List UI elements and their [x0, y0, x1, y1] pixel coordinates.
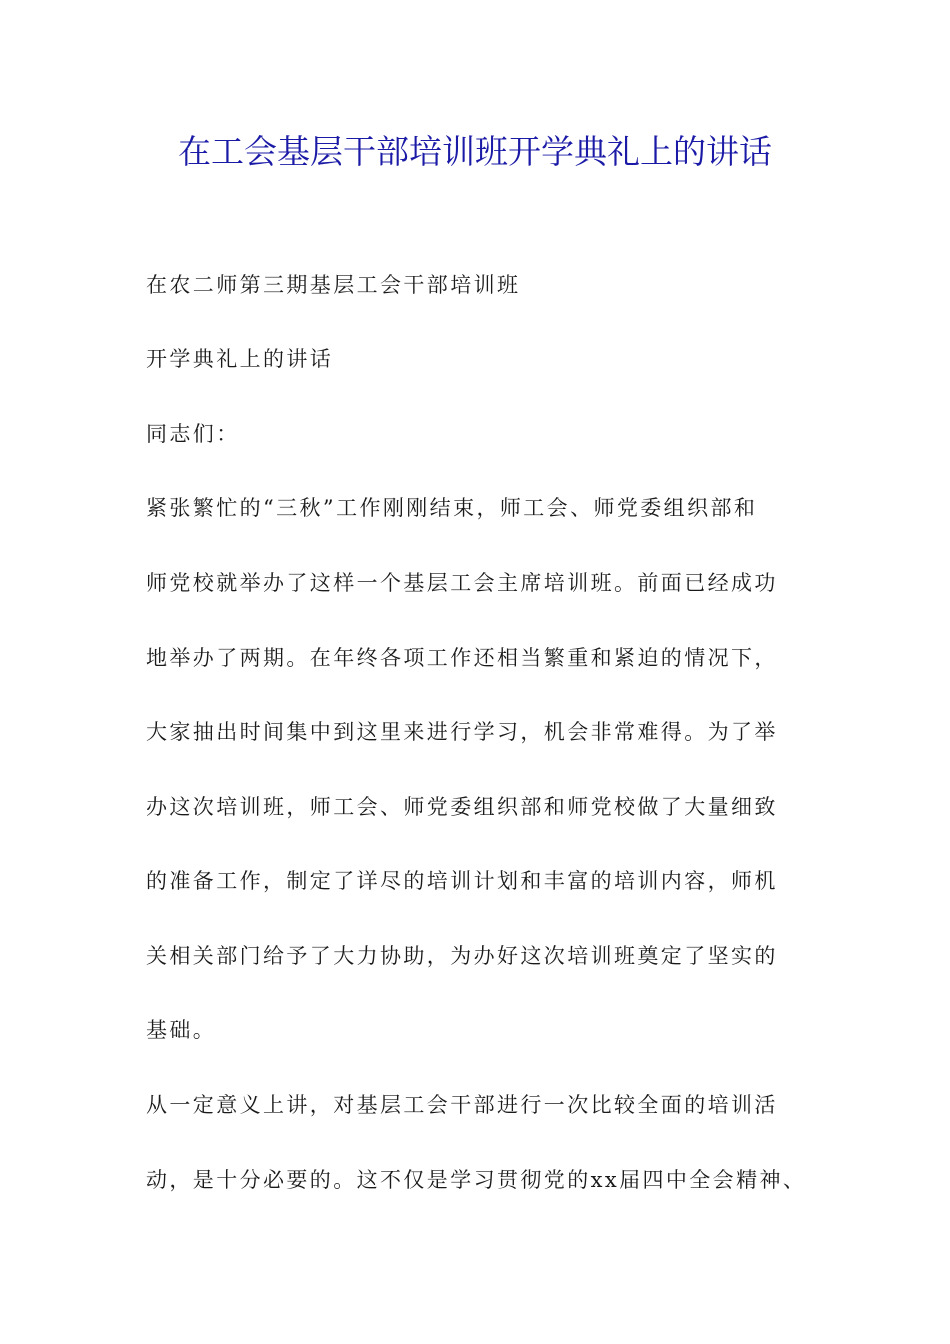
- body-line: 大家抽出时间集中到这里来进行学习，机会非常难得。为了举: [146, 720, 778, 744]
- salutation: 同志们：: [146, 422, 240, 446]
- document-title: 在工会基层干部培训班开学典礼上的讲话: [178, 132, 772, 171]
- subtitle-line-2: 开学典礼上的讲话: [146, 347, 334, 371]
- body-line: 关相关部门给予了大力协助，为办好这次培训班奠定了坚实的: [146, 944, 778, 968]
- body-line: 的准备工作，制定了详尽的培训计划和丰富的培训内容，师机: [146, 869, 778, 893]
- body-line: 紧张繁忙的“三秋”工作刚刚结束，师工会、师党委组织部和: [146, 496, 758, 520]
- body-line: 地举办了两期。在年终各项工作还相当繁重和紧迫的情况下，: [146, 646, 778, 670]
- subtitle-line-1: 在农二师第三期基层工会干部培训班: [146, 273, 521, 297]
- body-line: 从一定意义上讲，对基层工会干部进行一次比较全面的培训活: [146, 1093, 778, 1117]
- body-line: 基础。: [146, 1018, 217, 1042]
- body-line: 师党校就举办了这样一个基层工会主席培训班。前面已经成功: [146, 571, 778, 595]
- body-line: 动，是十分必要的。这不仅是学习贯彻党的xx届四中全会精神、: [146, 1168, 807, 1192]
- body-line: 办这次培训班，师工会、师党委组织部和师党校做了大量细致: [146, 795, 778, 819]
